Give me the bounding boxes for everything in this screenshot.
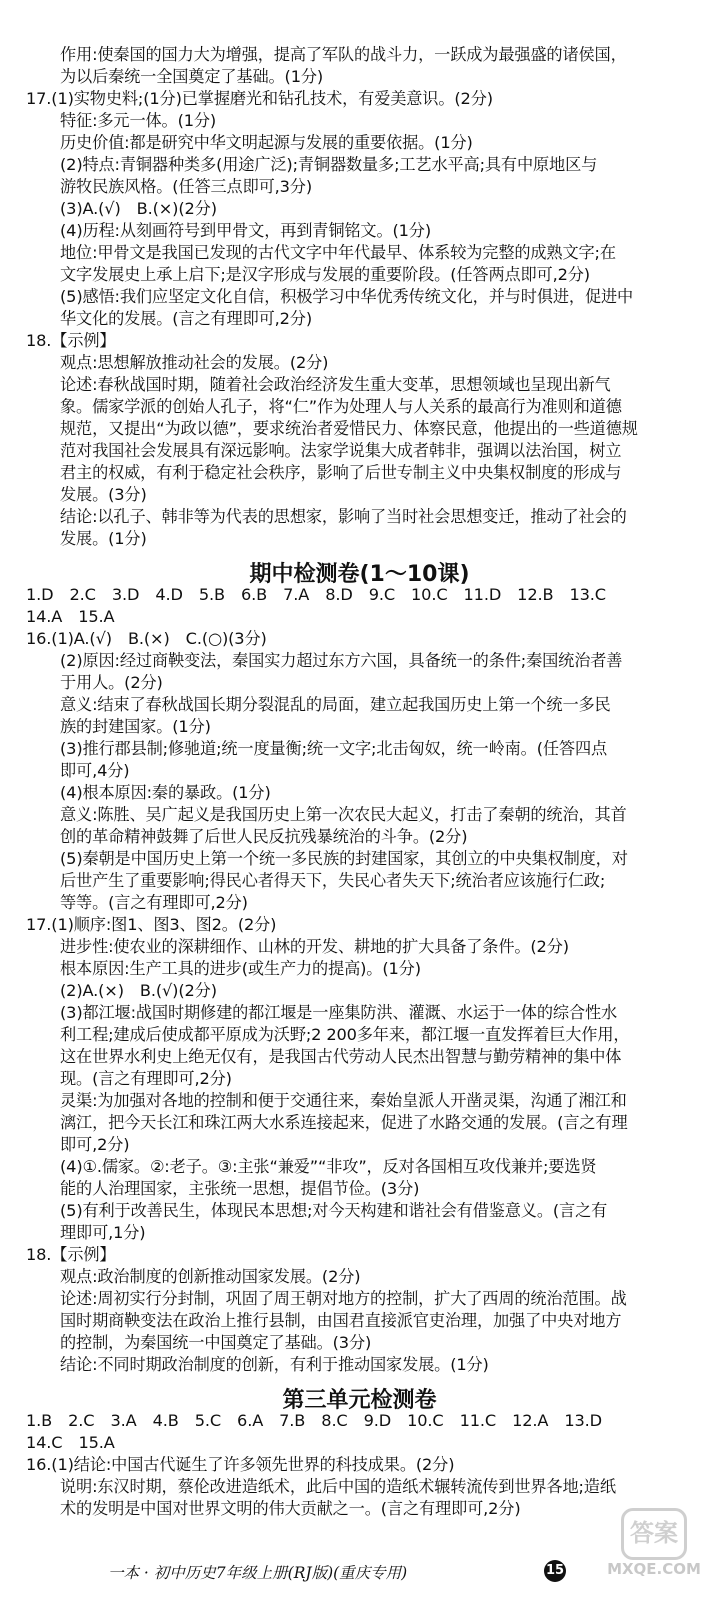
answer-line: 论述:春秋战国时期，随着社会政治经济发生重大变革，思想领域也呈现出新气 <box>60 375 611 394</box>
answer-line: 发展。(1分) <box>60 529 147 548</box>
answer-line: (5)秦朝是中国历史上第一个统一多民族的封建国家，其创立的中央集权制度，对 <box>60 849 628 868</box>
answer-line: 规范，又提出“为政以德”，要求统治者爱惜民力、体察民意，他提出的一些道德规 <box>60 419 638 438</box>
midterm-heading: 期中检测卷(1～10课) <box>249 562 470 587</box>
answer-line: 术的发明是中国对世界文明的伟大贡献之一。(言之有理即可,2分) <box>60 1499 521 1518</box>
answer-line: 现。(言之有理即可,2分) <box>60 1069 232 1088</box>
answer-line: 于用人。(2分) <box>60 673 163 692</box>
watermark-badge: 答案 <box>621 1508 687 1560</box>
page-number: 15 <box>544 1560 566 1582</box>
answer-line: 意义:陈胜、吴广起义是我国历史上第一次农民大起义，打击了秦朝的统治，其首 <box>60 805 627 824</box>
answer-line: 漓江，把今天长江和珠江两大水系连接起来，促进了水路交通的发展。(言之有理 <box>60 1113 628 1132</box>
answer-line: (4)①.儒家。②:老子。③:主张“兼爱”“非攻”，反对各国相互攻伐兼并;要选贤 <box>60 1157 597 1176</box>
answer-line: 1.D 2.C 3.D 4.D 5.B 6.B 7.A 8.D 9.C 10.C 11.D 12.B 13.C <box>26 585 606 604</box>
answer-line: 历史价值:都是研究中华文明起源与发展的重要依据。(1分) <box>60 133 473 152</box>
answer-line: (5)有利于改善民生，体现民本思想;对今天构建和谐社会有借鉴意义。(言之有 <box>60 1201 608 1220</box>
answer-line: (2)原因:经过商鞅变法，秦国实力超过东方六国，具备统一的条件;秦国统治者善 <box>60 651 623 670</box>
answer-line: 14.C 15.A <box>26 1433 115 1452</box>
answer-line: 观点:政治制度的创新推动国家发展。(2分) <box>60 1267 361 1286</box>
answer-line: 即可,4分) <box>60 761 130 780</box>
answer-line: 后世产生了重要影响;得民心者得天下，失民心者失天下;统治者应该施行仁政; <box>60 871 606 890</box>
watermark-logo <box>598 1508 710 1590</box>
answer-line: 能的人治理国家，主张统一思想，提倡节俭。(3分) <box>60 1179 420 1198</box>
answer-line: 游牧民族风格。(任答三点即可,3分) <box>60 177 312 196</box>
answer-line: 象。儒家学派的创始人孔子，将“仁”作为处理人与人关系的最高行为准则和道德 <box>60 397 622 416</box>
answer-line: 发展。(3分) <box>60 485 147 504</box>
answer-line: 1.B 2.C 3.A 4.B 5.C 6.A 7.B 8.C 9.D 10.C 11.C 12.A 13.D <box>26 1411 602 1430</box>
watermark-site: MXQE.COM <box>607 1560 701 1578</box>
answer-line: 作用:使秦国的国力大为增强，提高了军队的战斗力，一跃成为最强盛的诸侯国， <box>60 45 627 64</box>
answer-line: 这在世界水利史上绝无仅有，是我国古代劳动人民杰出智慧与勤劳精神的集中体 <box>60 1047 622 1066</box>
page-footer: 一本 · 初中历史7年级上册(RJ版)(重庆专用) <box>108 1564 408 1582</box>
answer-line: 的控制，为秦国统一中国奠定了基础。(3分) <box>60 1333 372 1352</box>
answer-line: 18.【示例】 <box>26 331 116 350</box>
answer-line: 进步性:使农业的深耕细作、山林的开发、耕地的扩大具备了条件。(2分) <box>60 937 569 956</box>
answer-line: 18.【示例】 <box>26 1245 116 1264</box>
answer-line: (3)都江堰:战国时期修建的都江堰是一座集防洪、灌溉、水运于一体的综合性水 <box>60 1003 618 1022</box>
answer-line: 即可,2分) <box>60 1135 130 1154</box>
answer-line: 文字发展史上承上启下;是汉字形成与发展的重要阶段。(任答两点即可,2分) <box>60 265 590 284</box>
unit3-heading: 第三单元检测卷 <box>282 1388 437 1413</box>
answer-line: 根本原因:生产工具的进步(或生产力的提高)。(1分) <box>60 959 421 978</box>
answer-line: (2)特点:青铜器种类多(用途广泛);青铜器数量多;工艺水平高;具有中原地区与 <box>60 155 598 174</box>
answer-line: (2)A.(×) B.(√)(2分) <box>60 981 217 1000</box>
answer-line: 利工程;建成后使成都平原成为沃野;2 200多年来，都江堰一直发挥着巨大作用， <box>60 1025 630 1044</box>
answer-line: 创的革命精神鼓舞了后世人民反抗残暴统治的斗争。(2分) <box>60 827 468 846</box>
answer-line: 范对我国社会发展具有深远影响。法家学说集大成者韩非，强调以法治国，树立 <box>60 441 622 460</box>
answer-line: 论述:周初实行分封制，巩固了周王朝对地方的控制，扩大了西周的统治范围。战 <box>60 1289 627 1308</box>
answer-line: 16.(1)结论:中国古代诞生了许多领先世界的科技成果。(2分) <box>26 1455 455 1474</box>
answer-line: 华文化的发展。(言之有理即可,2分) <box>60 309 312 328</box>
answer-line: (4)根本原因:秦的暴政。(1分) <box>60 783 271 802</box>
answer-line: 灵渠:为加强对各地的控制和便于交通往来，秦始皇派人开凿灵渠，沟通了湘江和 <box>60 1091 627 1110</box>
answer-line: (3)A.(√) B.(×)(2分) <box>60 199 217 218</box>
answer-line: 国时期商鞅变法在政治上推行县制，由国君直接派官吏治理，加强了中央对地方 <box>60 1311 622 1330</box>
answer-line: 等等。(言之有理即可,2分) <box>60 893 248 912</box>
answer-line: 14.A 15.A <box>26 607 115 626</box>
answer-line: 意义:结束了春秋战国长期分裂混乱的局面，建立起我国历史上第一个统一多民 <box>60 695 611 714</box>
answer-line: 特征:多元一体。(1分) <box>60 111 217 130</box>
answer-line: 17.(1)实物史料;(1分)已掌握磨光和钻孔技术，有爱美意识。(2分) <box>26 89 493 108</box>
answer-line: 结论:以孔子、韩非等为代表的思想家，影响了当时社会思想变迁，推动了社会的 <box>60 507 627 526</box>
answer-line: (3)推行郡县制;修驰道;统一度量衡;统一文字;北击匈奴，统一岭南。(任答四点 <box>60 739 608 758</box>
answer-line: 观点:思想解放推动社会的发展。(2分) <box>60 353 329 372</box>
answer-line: 16.(1)A.(√) B.(×) C.(○)(3分) <box>26 629 267 648</box>
answer-line: 族的封建国家。(1分) <box>60 717 211 736</box>
answer-line: 君主的权威，有利于稳定社会秩序，影响了后世专制主义中央集权制度的形成与 <box>60 463 622 482</box>
answer-line: (4)历程:从刻画符号到甲骨文，再到青铜铭文。(1分) <box>60 221 432 240</box>
answer-line: 为以后秦统一全国奠定了基础。(1分) <box>60 67 324 86</box>
answer-line: (5)感悟:我们应坚定文化自信，积极学习中华优秀传统文化，并与时俱进，促进中 <box>60 287 634 306</box>
answer-line: 理即可,1分) <box>60 1223 146 1242</box>
answer-line: 结论:不同时期政治制度的创新，有利于推动国家发展。(1分) <box>60 1355 489 1374</box>
answer-line: 17.(1)顺序:图1、图3、图2。(2分) <box>26 915 277 934</box>
answer-line: 地位:甲骨文是我国已发现的古代文字中年代最早、体系较为完整的成熟文字;在 <box>60 243 616 262</box>
answer-line: 说明:东汉时期，蔡伦改进造纸术，此后中国的造纸术辗转流传到世界各地;造纸 <box>60 1477 616 1496</box>
